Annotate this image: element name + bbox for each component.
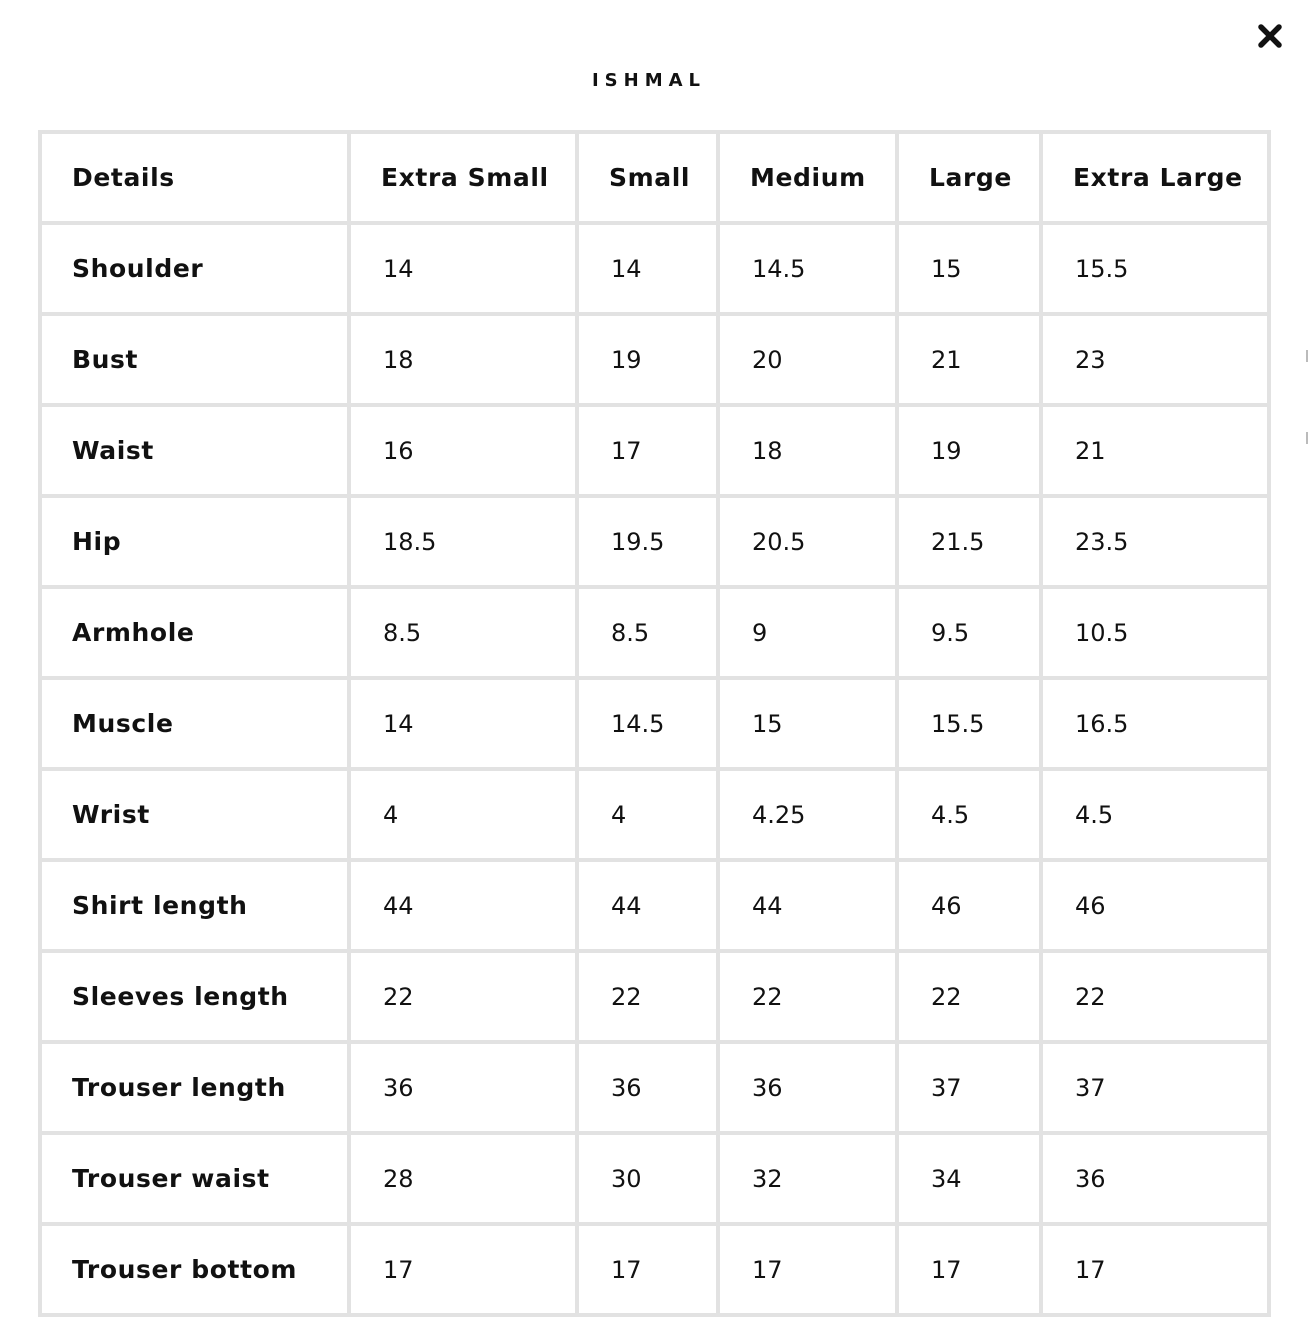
measurement-cell: 9.5 bbox=[899, 589, 1039, 676]
measurement-cell: 15 bbox=[720, 680, 895, 767]
table-row bbox=[42, 1226, 1267, 1313]
header-cell: Medium bbox=[720, 134, 895, 221]
measurement-cell: 37 bbox=[899, 1044, 1039, 1131]
measurement-cell: 22 bbox=[351, 953, 575, 1040]
header-cell: Large bbox=[899, 134, 1039, 221]
table-row bbox=[42, 680, 1267, 767]
measurement-cell: 17 bbox=[899, 1226, 1039, 1313]
row-label: Hip bbox=[42, 498, 347, 585]
measurement-cell: 46 bbox=[1043, 862, 1267, 949]
measurement-cell: 8.5 bbox=[351, 589, 575, 676]
measurement-cell: 18.5 bbox=[351, 498, 575, 585]
measurement-cell: 17 bbox=[351, 1226, 575, 1313]
header-cell: Extra Small bbox=[351, 134, 575, 221]
header-cell: Small bbox=[579, 134, 716, 221]
measurement-cell: 4 bbox=[351, 771, 575, 858]
measurement-cell: 44 bbox=[579, 862, 716, 949]
measurement-cell: 16 bbox=[351, 407, 575, 494]
size-chart-table bbox=[38, 130, 1271, 1317]
measurement-cell: 15 bbox=[899, 225, 1039, 312]
row-label: Muscle bbox=[42, 680, 347, 767]
measurement-cell: 14 bbox=[579, 225, 716, 312]
table-row bbox=[42, 589, 1267, 676]
close-button[interactable] bbox=[1252, 18, 1288, 54]
row-label: Sleeves length bbox=[42, 953, 347, 1040]
table-row bbox=[42, 316, 1267, 403]
row-label: Trouser length bbox=[42, 1044, 347, 1131]
row-label: Waist bbox=[42, 407, 347, 494]
header-cell: Extra Large bbox=[1043, 134, 1267, 221]
row-label: Bust bbox=[42, 316, 347, 403]
measurement-cell: 21 bbox=[899, 316, 1039, 403]
measurement-cell: 17 bbox=[579, 407, 716, 494]
row-label: Wrist bbox=[42, 771, 347, 858]
table-header-row bbox=[42, 134, 1267, 221]
measurement-cell: 17 bbox=[720, 1226, 895, 1313]
measurement-cell: 44 bbox=[351, 862, 575, 949]
measurement-cell: 20.5 bbox=[720, 498, 895, 585]
table-row bbox=[42, 953, 1267, 1040]
measurement-cell: 34 bbox=[899, 1135, 1039, 1222]
measurement-cell: 18 bbox=[351, 316, 575, 403]
table-row bbox=[42, 407, 1267, 494]
measurement-cell: 30 bbox=[579, 1135, 716, 1222]
measurement-cell: 36 bbox=[579, 1044, 716, 1131]
measurement-cell: 14 bbox=[351, 225, 575, 312]
measurement-cell: 22 bbox=[579, 953, 716, 1040]
header-cell: Details bbox=[42, 134, 347, 221]
measurement-cell: 14.5 bbox=[720, 225, 895, 312]
row-label: Trouser waist bbox=[42, 1135, 347, 1222]
measurement-cell: 22 bbox=[1043, 953, 1267, 1040]
measurement-cell: 19 bbox=[579, 316, 716, 403]
measurement-cell: 44 bbox=[720, 862, 895, 949]
measurement-cell: 36 bbox=[1043, 1135, 1267, 1222]
measurement-cell: 17 bbox=[579, 1226, 716, 1313]
measurement-cell: 36 bbox=[351, 1044, 575, 1131]
measurement-cell: 22 bbox=[899, 953, 1039, 1040]
table-row bbox=[42, 1135, 1267, 1222]
measurement-cell: 14 bbox=[351, 680, 575, 767]
measurement-cell: 23 bbox=[1043, 316, 1267, 403]
measurement-cell: 10.5 bbox=[1043, 589, 1267, 676]
measurement-cell: 4.5 bbox=[899, 771, 1039, 858]
measurement-cell: 17 bbox=[1043, 1226, 1267, 1313]
brand-title: ISHMAL bbox=[591, 70, 707, 91]
table-row bbox=[42, 1044, 1267, 1131]
measurement-cell: 37 bbox=[1043, 1044, 1267, 1131]
measurement-cell: 9 bbox=[720, 589, 895, 676]
table-row bbox=[42, 498, 1267, 585]
measurement-cell: 4.25 bbox=[720, 771, 895, 858]
row-label: Armhole bbox=[42, 589, 347, 676]
measurement-cell: 15.5 bbox=[899, 680, 1039, 767]
table-row bbox=[42, 771, 1267, 858]
measurement-cell: 20 bbox=[720, 316, 895, 403]
measurement-cell: 8.5 bbox=[579, 589, 716, 676]
measurement-cell: 46 bbox=[899, 862, 1039, 949]
row-label: Shirt length bbox=[42, 862, 347, 949]
measurement-cell: 16.5 bbox=[1043, 680, 1267, 767]
table-row bbox=[42, 225, 1267, 312]
measurement-cell: 36 bbox=[720, 1044, 895, 1131]
measurement-cell: 4 bbox=[579, 771, 716, 858]
measurement-cell: 14.5 bbox=[579, 680, 716, 767]
measurement-cell: 21.5 bbox=[899, 498, 1039, 585]
measurement-cell: 4.5 bbox=[1043, 771, 1267, 858]
row-label: Trouser bottom bbox=[42, 1226, 347, 1313]
measurement-cell: 28 bbox=[351, 1135, 575, 1222]
measurement-cell: 15.5 bbox=[1043, 225, 1267, 312]
row-label: Shoulder bbox=[42, 225, 347, 312]
table-row bbox=[42, 862, 1267, 949]
measurement-cell: 21 bbox=[1043, 407, 1267, 494]
measurement-cell: 22 bbox=[720, 953, 895, 1040]
close-x-icon bbox=[1256, 22, 1284, 50]
measurement-cell: 32 bbox=[720, 1135, 895, 1222]
measurement-cell: 18 bbox=[720, 407, 895, 494]
measurement-cell: 19 bbox=[899, 407, 1039, 494]
measurement-cell: 19.5 bbox=[579, 498, 716, 585]
measurement-cell: 23.5 bbox=[1043, 498, 1267, 585]
